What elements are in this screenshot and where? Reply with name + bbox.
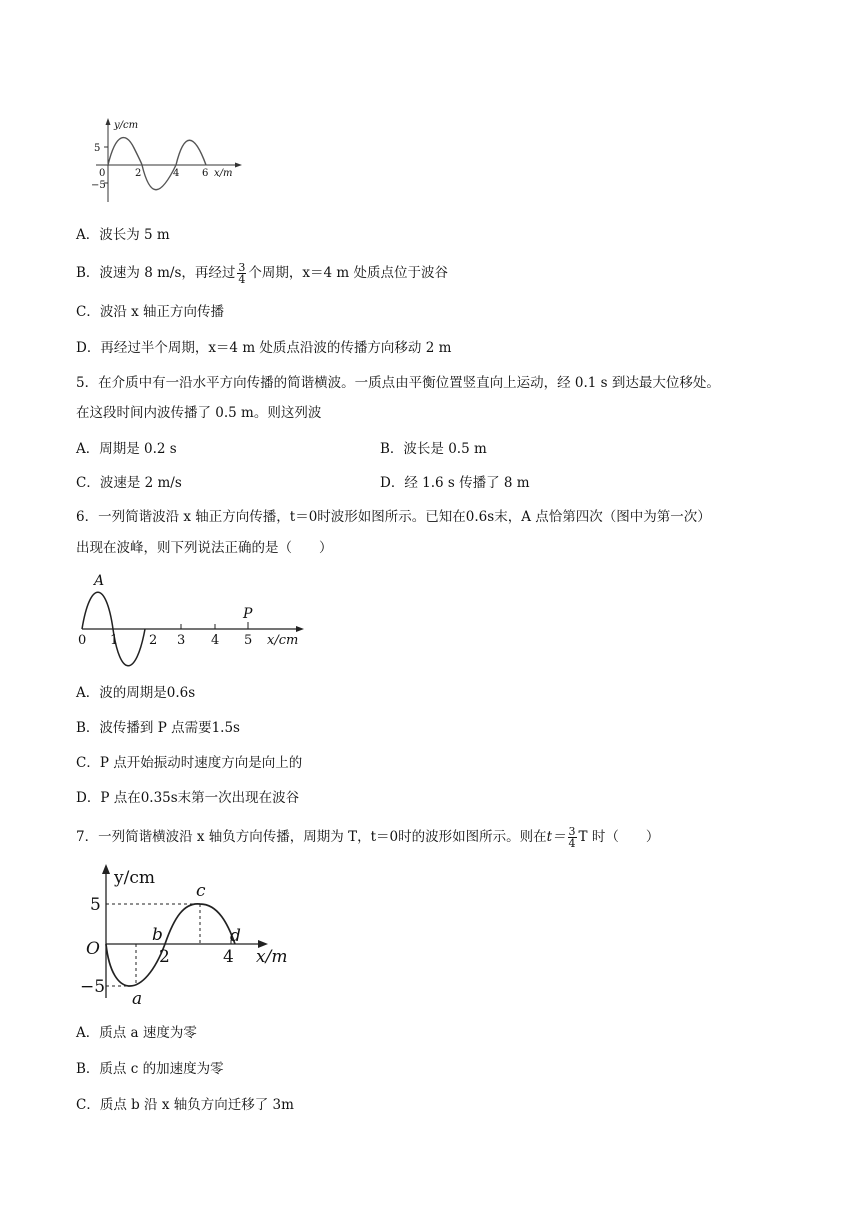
q5-stem-line2: 在这段时间内波传播了 0.5 m。则这列波 <box>76 405 322 421</box>
q7-tick-2: 2 <box>159 947 170 967</box>
fig1-y-neg: −5 <box>91 180 106 191</box>
q6-label-a: A <box>94 573 105 589</box>
q7-stem-pre: 7．一列简谐横波沿 x 轴负方向传播，周期为 T，t＝0时的波形如图所示。则在 <box>76 829 547 845</box>
fig1-tick-2: 2 <box>135 168 142 179</box>
q6-tick-3: 3 <box>177 633 186 648</box>
q5-stem-line1: 5．在介质中有一沿水平方向传播的简谐横波。一质点由平衡位置竖直向上运动，经 0.1 s 到达最大位移处。 <box>76 375 720 391</box>
q7-xlabel: x/m <box>256 947 288 967</box>
fig1-y-pos: 5 <box>94 143 101 154</box>
q7-stem-post: T 时（ ） <box>578 829 660 845</box>
q7-option-c: C．质点 b 沿 x 轴负方向迁移了 3m <box>76 1097 294 1113</box>
q4-option-c: C．波沿 x 轴正方向传播 <box>76 304 225 320</box>
q6-label-p: P <box>243 606 253 622</box>
q7-label-a: a <box>132 989 143 1008</box>
q7-ylabel: y/cm <box>114 868 155 888</box>
fig1-xlabel: x/m <box>214 168 233 179</box>
wave-graph-q7 <box>72 858 300 1008</box>
q5-option-d: D．经 1.6 s 传播了 8 m <box>380 475 530 491</box>
q6-option-a: A．波的周期是0.6s <box>76 685 196 701</box>
q6-tick-0: 0 <box>78 633 87 648</box>
q6-tick-4: 4 <box>211 633 220 648</box>
q7-fraction: $\frac{3}{4}$ <box>568 825 576 850</box>
q4-option-a: A．波长为 5 m <box>76 227 170 243</box>
q6-xlabel: x/cm <box>267 633 299 648</box>
fig1-tick-6: 6 <box>202 168 209 179</box>
q6-stem-line2: 出现在波峰，则下列说法正确的是（ ） <box>76 540 333 556</box>
q6-stem-line1: 6．一列简谐波沿 x 轴正方向传播，t＝0时波形如图所示。已知在0.6s末，A 点恰第四次（图中为第一次） <box>76 509 711 525</box>
q5-option-b: B．波长是 0.5 m <box>380 441 487 457</box>
wave-graph-q6 <box>72 570 308 670</box>
q4-fraction: $\frac{3}{4}$ <box>238 261 246 286</box>
q6-option-c: C．P 点开始振动时速度方向是向上的 <box>76 755 303 771</box>
fig1-ylabel: y/cm <box>114 120 139 131</box>
q7-label-b: b <box>152 925 163 945</box>
q6-tick-2: 2 <box>149 633 158 648</box>
q6-option-d: D．P 点在0.35s末第一次出现在波谷 <box>76 790 300 806</box>
q6-tick-5: 5 <box>244 633 253 648</box>
fig1-tick-4: 4 <box>173 168 180 179</box>
q6-tick-1: 1 <box>110 633 119 648</box>
q7-tick-4: 4 <box>223 947 234 967</box>
q7-t-eq: t＝ <box>546 829 566 845</box>
q4-option-b <box>76 262 448 285</box>
q4-option-b-pre: B．波速为 8 m/s，再经过 <box>76 265 236 281</box>
q5-option-c: C．波速是 2 m/s <box>76 475 182 491</box>
q7-option-a: A．质点 a 速度为零 <box>76 1025 197 1041</box>
q7-y-neg: −5 <box>80 977 106 997</box>
q7-label-d: d <box>230 926 241 946</box>
q6-option-b: B．波传播到 P 点需要1.5s <box>76 720 240 736</box>
q4-option-d: D．再经过半个周期，x＝4 m 处质点沿波的传播方向移动 2 m <box>76 340 452 356</box>
q7-option-b: B．质点 c 的加速度为零 <box>76 1061 224 1077</box>
q7-origin: O <box>86 939 100 959</box>
fig1-origin: 0 <box>99 168 106 179</box>
wave-graph-q4 <box>86 114 246 206</box>
q4-option-b-post: 个周期，x＝4 m 处质点位于波谷 <box>248 265 448 281</box>
q7-y-pos: 5 <box>90 895 101 915</box>
q7-stem <box>76 826 659 849</box>
q5-option-a: A．周期是 0.2 s <box>76 441 177 457</box>
q7-label-c: c <box>196 881 206 901</box>
